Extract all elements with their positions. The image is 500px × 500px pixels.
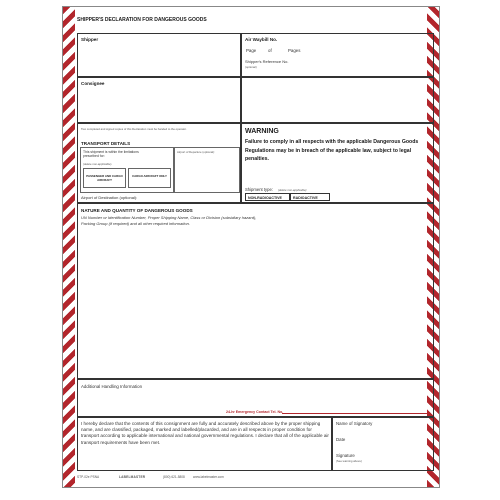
shipper-label: Shipper [81, 37, 99, 42]
page-label: Page [246, 48, 257, 53]
upper-right-blank [241, 77, 434, 123]
cargo-only-label: CARGO AIRCRAFT ONLY [132, 174, 167, 178]
delete-note: (delete non-applicable) [83, 162, 112, 166]
shipment-limits-box [80, 147, 174, 193]
signature-note: (See warning above) [336, 459, 362, 463]
warning-text: Failure to comply in all respects with the applicable Dangerous Goods Regulations may be in breach of the applicable law, subject to legal penalties. [245, 139, 419, 162]
shipment-type-note: (delete non-applicable) [278, 188, 307, 192]
shipment-type-label: Shipment type: [245, 187, 273, 192]
nature-quantity-line1: UN Number or Identification Number, Proper Shipping Name, Class or Division (subsidiary hazard), [81, 215, 257, 220]
warning-title: WARNING [245, 128, 279, 135]
passenger-cargo-option[interactable] [83, 168, 126, 188]
non-radioactive-option[interactable] [245, 193, 290, 201]
signature-label: Signature [336, 453, 355, 458]
footer-code: STP-02e PSNA [77, 475, 100, 479]
additional-handling-label: Additional Handling Information [81, 384, 143, 389]
airport-departure-label: Airport of Departure (optional): [177, 150, 215, 154]
emergency-contact-label: 24-hr Emergency Contact Tel. No. [226, 410, 284, 414]
passenger-cargo-label: PASSENGER AND CARGO AIRCRAFT [86, 174, 123, 182]
transport-section [77, 123, 241, 203]
nature-quantity-label: NATURE AND QUANTITY OF DANGEROUS GOODS [81, 208, 193, 213]
footer-brand: LABELMASTER [119, 475, 146, 479]
form-title: SHIPPER'S DECLARATION FOR DANGEROUS GOODS [77, 17, 207, 23]
shipper-reference-optional: (optional) [245, 65, 257, 69]
declaration-box [77, 417, 332, 471]
warning-box [241, 123, 434, 203]
cargo-only-option[interactable] [128, 168, 171, 188]
non-radioactive-label: NON-RADIOACTIVE [248, 195, 282, 200]
airport-destination-label: Airport of Destination (optional): [81, 195, 138, 200]
emergency-contact-line [282, 413, 430, 414]
shipper-reference-label: Shipper's Reference No. [245, 59, 289, 64]
shipment-limits-text: This shipment is within the limitations prescribed for: [83, 150, 139, 158]
air-waybill-box[interactable] [241, 33, 434, 77]
of-label: of [268, 48, 272, 53]
shipper-box[interactable] [77, 33, 241, 77]
name-signatory-label: Name of Signatory [336, 421, 373, 426]
radioactive-option[interactable] [290, 193, 330, 201]
consignee-label: Consignee [81, 81, 105, 86]
radioactive-label: RADIOACTIVE [293, 195, 318, 200]
consignee-box[interactable] [77, 77, 241, 123]
two-copies-note: Two completed and signed copies of this Declaration must be handed to the operator. [81, 127, 187, 131]
left-hazard-stripe [63, 7, 75, 487]
footer-url: www.labelmaster.com [193, 475, 224, 479]
dangerous-goods-declaration-form [62, 6, 440, 488]
signatory-box[interactable] [332, 417, 434, 471]
additional-handling-box[interactable] [77, 379, 434, 417]
footer-phone: (800) 621-5808 [163, 475, 185, 479]
pages-label: Pages [288, 48, 301, 53]
nature-quantity-line2: Packing Group (if required) and all other required information. [81, 221, 190, 226]
air-waybill-label: Air Waybill No. [245, 37, 278, 42]
date-label: Date [336, 437, 346, 442]
nature-quantity-box[interactable] [77, 203, 434, 379]
airport-departure-box[interactable] [174, 147, 240, 193]
declaration-text: I hereby declare that the contents of this consignment are fully and accurately described above by the proper shipping name, and are classified, packaged, marked and labelled/placarded, and are in all respects in proper condition for transport according to applicable international and national governmental regulations. I declare that all of the applicable air transport requirements have been met. [81, 421, 329, 445]
transport-details-label: TRANSPORT DETAILS [81, 141, 131, 146]
